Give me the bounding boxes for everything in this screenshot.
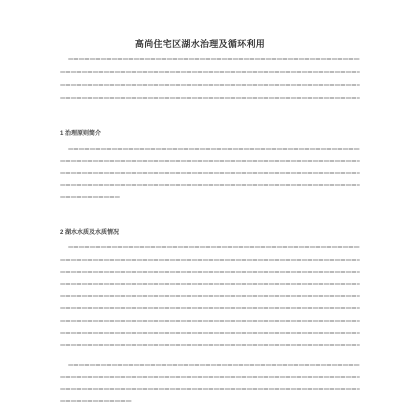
text-line	[60, 400, 132, 402]
text-line	[68, 364, 360, 366]
text-line	[60, 320, 360, 322]
section-heading-text: 2 湖水水质及水质情况	[60, 230, 120, 236]
text-line	[60, 388, 360, 390]
text-line	[60, 271, 360, 273]
section-heading-1	[60, 128, 101, 137]
text-line	[68, 58, 360, 60]
text-line	[60, 283, 360, 285]
text-line	[60, 307, 360, 309]
text-line	[60, 160, 360, 162]
section-heading-2	[60, 227, 119, 236]
text-line	[60, 259, 360, 261]
text-line	[60, 344, 360, 346]
text-line	[68, 246, 360, 248]
text-line	[60, 84, 360, 86]
section-heading-text: 1 治理原则简介	[60, 131, 102, 137]
text-line	[60, 71, 360, 73]
text-line	[60, 172, 360, 174]
text-line	[68, 148, 360, 150]
text-line	[60, 376, 360, 378]
text-line	[60, 295, 360, 297]
text-line	[60, 196, 120, 198]
text-line	[60, 184, 360, 186]
text-line	[60, 332, 360, 334]
text-line	[60, 97, 360, 99]
document-title: 高尚住宅区湖水治理及循环利用	[134, 39, 266, 49]
